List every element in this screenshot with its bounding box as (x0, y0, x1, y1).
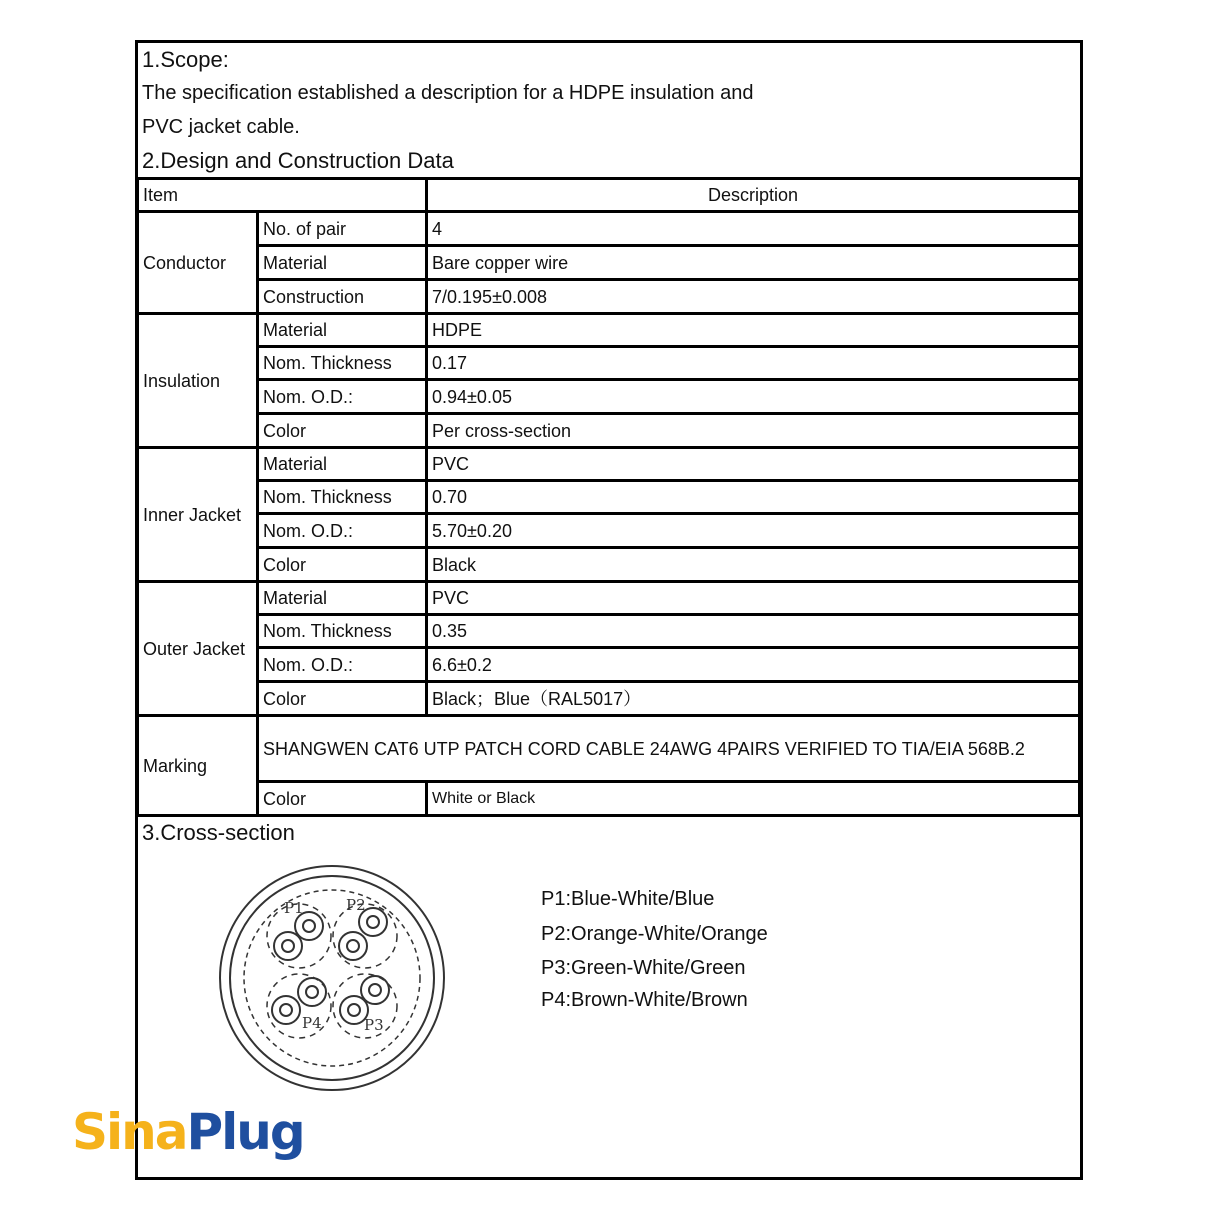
row-value: Bare copper wire (427, 246, 1080, 280)
table-row (138, 716, 1080, 782)
marking-text: SHANGWEN CAT6 UTP PATCH CORD CABLE 24AWG 4PAIRS VERIFIED TO TIA/EIA 568B.2 (258, 716, 1080, 782)
table-row (138, 548, 1080, 582)
row-value: 0.35 (427, 615, 1080, 648)
wire-core (280, 1004, 292, 1016)
row-value: Black (427, 548, 1080, 582)
row-name: Material (258, 448, 427, 481)
wire-core (367, 916, 379, 928)
group-outer-jacket: Outer Jacket (138, 582, 258, 716)
wire (339, 932, 367, 960)
row-value: Black；Blue（RAL5017） (427, 682, 1080, 716)
row-name: Material (258, 582, 427, 615)
scope-heading: 1.Scope: (142, 47, 229, 72)
design-heading: 2.Design and Construction Data (142, 148, 454, 173)
outer-jacket-ring (220, 866, 444, 1090)
table-row (138, 246, 1080, 280)
cross-section-heading: 3.Cross-section (142, 820, 295, 845)
wire (272, 996, 300, 1024)
row-name: Nom. O.D.: (258, 380, 427, 414)
scope-line-1: The specification established a description for a HDPE insulation and (142, 82, 754, 104)
table-row (138, 280, 1080, 314)
row-value: 0.17 (427, 347, 1080, 380)
wire-core (348, 1004, 360, 1016)
row-value: White or Black (427, 782, 1080, 816)
row-value: 0.70 (427, 481, 1080, 514)
table-row (138, 448, 1080, 481)
legend-p4: P4:Brown-White/Brown (541, 989, 748, 1011)
group-inner-jacket: Inner Jacket (138, 448, 258, 582)
wire-core (347, 940, 359, 952)
row-name: Color (258, 414, 427, 448)
table-header-row (138, 179, 1080, 212)
table-row (138, 782, 1080, 816)
table-row (138, 347, 1080, 380)
row-name: Nom. Thickness (258, 481, 427, 514)
table-row (138, 380, 1080, 414)
pair-label: P4 (302, 1014, 322, 1032)
row-name: Color (258, 548, 427, 582)
table-row (138, 615, 1080, 648)
wire-core (369, 984, 381, 996)
legend-p3: P3:Green-White/Green (541, 957, 746, 979)
wire (274, 932, 302, 960)
spec-table (136, 177, 1081, 817)
scope-line-2: PVC jacket cable. (142, 116, 300, 138)
table-row (138, 682, 1080, 716)
group-marking: Marking (138, 716, 258, 816)
legend-p1: P1:Blue-White/Blue (541, 888, 715, 910)
header-item: Item (138, 179, 427, 212)
row-name: Material (258, 314, 427, 347)
row-name: Material (258, 246, 427, 280)
row-value: PVC (427, 582, 1080, 615)
group-insulation: Insulation (138, 314, 258, 448)
cable-cross-section-diagram (212, 858, 452, 1098)
table-row (138, 414, 1080, 448)
pair-label: P2 (346, 896, 366, 914)
table-row (138, 514, 1080, 548)
logo-part-1: Sina (72, 1103, 187, 1161)
row-value: Per cross-section (427, 414, 1080, 448)
header-description: Description (427, 179, 1080, 212)
wire (298, 978, 326, 1006)
row-name: Nom. Thickness (258, 615, 427, 648)
table-row (138, 648, 1080, 682)
row-value: 0.94±0.05 (427, 380, 1080, 414)
wire-core (306, 986, 318, 998)
table-row (138, 582, 1080, 615)
row-name: Nom. O.D.: (258, 648, 427, 682)
inner-jacket-ring (230, 876, 434, 1080)
pairs-boundary-ring (244, 890, 420, 1066)
row-value: 7/0.195±0.008 (427, 280, 1080, 314)
pair-label: P1 (284, 899, 304, 917)
logo-part-2: Plug (186, 1103, 304, 1161)
row-name: Nom. O.D.: (258, 514, 427, 548)
row-name: Construction (258, 280, 427, 314)
table-row (138, 212, 1080, 246)
sinaplug-logo (72, 1103, 304, 1161)
pair-label: P3 (364, 1016, 384, 1034)
wire-core (282, 940, 294, 952)
row-value: 4 (427, 212, 1080, 246)
group-conductor: Conductor (138, 212, 258, 314)
row-value: 6.6±0.2 (427, 648, 1080, 682)
wire-core (303, 920, 315, 932)
row-name: No. of pair (258, 212, 427, 246)
row-value: HDPE (427, 314, 1080, 347)
row-value: PVC (427, 448, 1080, 481)
table-row (138, 481, 1080, 514)
table-row (138, 314, 1080, 347)
row-name: Color (258, 682, 427, 716)
row-value: 5.70±0.20 (427, 514, 1080, 548)
row-name: Nom. Thickness (258, 347, 427, 380)
legend-p2: P2:Orange-White/Orange (541, 923, 768, 945)
wire (361, 976, 389, 1004)
row-name: Color (258, 782, 427, 816)
